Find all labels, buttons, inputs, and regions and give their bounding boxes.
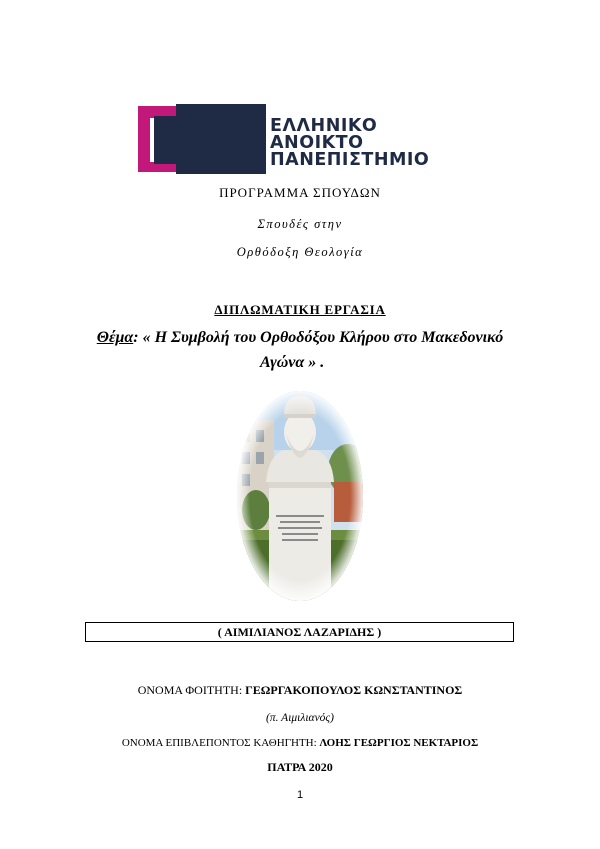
logo-mark-icon (138, 104, 268, 174)
theme-title-2: Αγώνα » . (260, 354, 325, 371)
university-logo (138, 104, 468, 174)
page-number: 1 (296, 789, 304, 801)
place-year: ΠΑΤΡΑ 2020 (267, 760, 333, 774)
monument-photo (236, 390, 364, 602)
theme-label: Θέμα (96, 329, 134, 346)
student-line (0, 683, 600, 698)
theme-line-1 (0, 329, 600, 347)
student-nickname: (π. Αιμιλιανός) (266, 712, 334, 724)
student-name: ΓΕΩΡΓΑΚΟΠΟΥΛΟΣ ΚΩΝΣΤΑΝΤΙΝΟΣ (245, 683, 463, 697)
theme-colon: : (133, 329, 143, 346)
program-title: ΠΡΟΓΡΑΜΜΑ ΣΠΟΥΔΩΝ (219, 185, 381, 200)
logo-line-1: ΕΛΛΗΝΙΚΟ (270, 116, 378, 136)
document-type: ΔΙΠΛΩΜΑΤΙΚΗ ΕΡΓΑΣΙΑ (214, 302, 386, 317)
supervisor-label: ΟΝΟΜΑ ΕΠΙΒΛΕΠΟΝΤΟΣ ΚΑΘΗΓΗΤΗ: (121, 737, 317, 749)
studies-in: Σπουδές στην (257, 217, 343, 231)
subject-name-box: ( ΑΙΜΙΛΙΑΝΟΣ ΛΑΖΑΡΙΔΗΣ ) (85, 622, 514, 642)
supervisor-name: ΛΟΗΣ ΓΕΩΡΓΙΟΣ ΝΕΚΤΑΡΙΟΣ (319, 737, 479, 749)
student-label: ΟΝΟΜΑ ΦΟΙΤΗΤΗ: (137, 683, 243, 697)
logo-line-2: ΑΝΟΙΚΤΟ (270, 133, 364, 153)
logo-text (270, 118, 429, 169)
field-of-study: Ορθόδοξη Θεολογία (236, 245, 364, 259)
theme-title-1: « Η Συμβολή του Ορθοδόξου Κλήρου στο Μακεδονικό (142, 329, 504, 346)
supervisor-line (0, 737, 600, 749)
logo-line-3: ΠΑΝΕΠΙΣΤΗΜΙΟ (270, 150, 430, 170)
